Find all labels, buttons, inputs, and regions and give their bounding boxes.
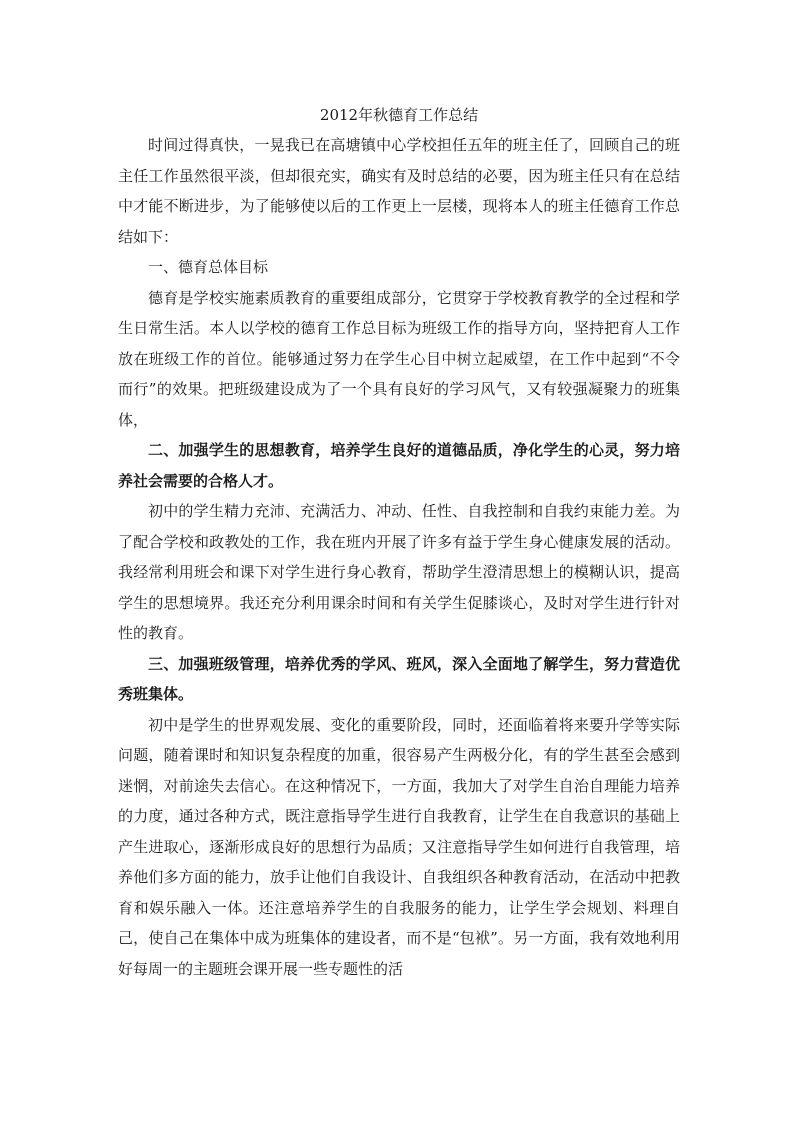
section-heading-3: 三、加强班级管理，培养优秀的学风、班风，深入全面地了解学生，努力营造优秀班集体。 [118, 654, 680, 703]
section-heading-1: 一、德育总体目标 [148, 258, 269, 276]
document-body [118, 100, 680, 984]
document-title: 2012年秋德育工作总结 [319, 106, 479, 124]
section-heading-2: 二、加强学生的思想教育，培养学生良好的道德品质，净化学生的心灵，努力培养社会需要的合格人才。 [118, 441, 680, 490]
intro-paragraph: 时间过得真快，一晃我已在高塘镇中心学校担任五年的班主任了，回顾自己的班主任工作虽然很平淡，但却很充实，确实有及时总结的必要，因为班主任只有在总结中才能不断进步，为了能够使以后的工作更上一层楼，现将本人的班主任德育工作总结如下： [118, 136, 680, 246]
section-body-2: 初中的学生精力充沛、充满活力、冲动、任性、自我控制和自我约束能力差。为了配合学校和政教处的工作，我在班内开展了许多有益于学生身心健康发展的活动。我经常利用班会和课下对学生进行身心教育，帮助学生澄清思想上的模糊认识，提高学生的思想境界。我还充分利用课余时间和有关学生促膝谈心，及时对学生进行针对性的教育。 [118, 502, 680, 642]
section-body-3: 初中是学生的世界观发展、变化的重要阶段，同时，还面临着将来要升学等实际问题，随着课时和知识复杂程度的加重，很容易产生两极分化，有的学生甚至会感到迷惘，对前途失去信心。在这种情况下，一方面，我加大了对学生自治自理能力培养的力度，通过各种方式，既注意指导学生进行自我教育，让学生在自我意识的基础上产生进取心，逐渐形成良好的思想行为品质；又注意指导学生如何进行自我管理，培养他们多方面的能力，放手让他们自我设计、自我组织各种教育活动，在活动中把教育和娱乐融入一体。还注意培养学生的自我服务的能力，让学生学会规划、料理自己，使自己在集体中成为班集体的建设者，而不是“包袱”。另一方面，我有效地利用好每周一的主题班会课开展一些专题性的活 [118, 715, 680, 978]
section-body-1: 德育是学校实施素质教育的重要组成部分，它贯穿于学校教育教学的全过程和学生日常生活。本人以学校的德育工作总目标为班级工作的指导方向，坚持把育人工作放在班级工作的首位。能够通过努力在学生心目中树立起威望，在工作中起到“不令而行”的效果。把班级建设成为了一个具有良好的学习风气，又有较强凝聚力的班集体， [118, 288, 680, 429]
